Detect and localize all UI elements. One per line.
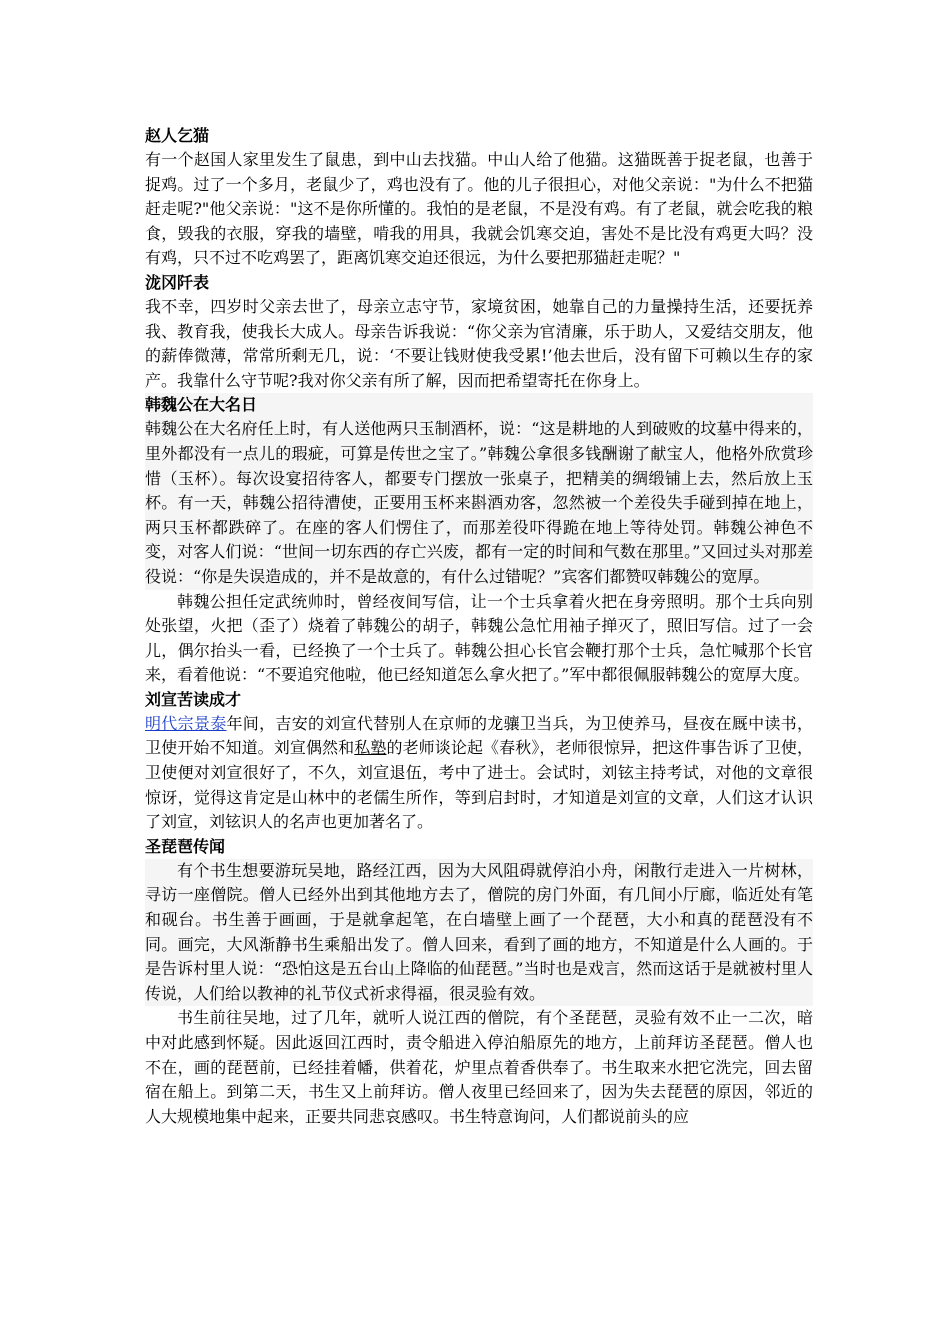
paragraph-text: 年间，吉安的刘宣代替别人在京师的龙骧卫当兵，为卫使养马，昼夜在厩中读书，卫使开始不知道。刘宣偶然和 — [145, 713, 813, 758]
section-title: 韩魏公在大名日 — [145, 395, 258, 415]
section-paragraph — [145, 712, 813, 835]
shaded-block — [145, 393, 813, 589]
section-title: 刘宣苦读成才 — [145, 689, 242, 709]
section-paragraph: 有一个赵国人家里发生了鼠患，到中山去找猫。中山人给了他猫。这猫既善于捉老鼠，也善于捉鸡。过了一个多月，老鼠少了，鸡也没有了。他的儿子很担心，对他父亲说："为什么不把猫赶走呢?"他父亲说："这不是你所懂的。我怕的是老鼠，不是没有鸡。有了老鼠，就会吃我的粮食，毁我的衣服，穿我的墙壁，啃我的用具，我就会饥寒交迫，害处不是比没有鸡更大吗？没有鸡，只不过不吃鸡罢了，距离饥寒交迫还很远，为什么要把那猫赶走呢？" — [145, 150, 813, 268]
paragraph-text: 的老师谈论起《春秋》，老师很惊异，把这件事告诉了卫使，卫使便对刘宣很好了，不久，刘宣退伍，考中了进士。会试时，刘铉主持考试，对他的文章很惊讶，觉得这肯定是山林中的老儒生所作，等到启封时，才知道是刘宣的文章，人们这才认识了刘宣，刘铉识人的名声也更加著名了。 — [145, 738, 813, 832]
section-paragraph: 韩魏公担任定武统帅时，曾经夜间写信，让一个士兵拿着火把在身旁照明。那个士兵向别处张望，火把（歪了）烧着了韩魏公的胡子，韩魏公急忙用袖子掸灭了，照旧写信。过了一会儿，偶尔抬头一看，已经换了一个士兵了。韩魏公担心长官会鞭打那个士兵，急忙喊那个长官来，看着他说：“不要追究他啦，他已经知道怎么拿火把了。”军中都很佩服韩魏公的宽厚大度。 — [145, 591, 813, 685]
section-title: 赵人乞猫 — [145, 126, 210, 145]
section-paragraph: 韩魏公在大名府任上时，有人送他两只玉制酒杯，说：“这是耕地的人到破败的坟墓中得来的，里外都没有一点儿的瑕疵，可算是传世之宝了。”韩魏公拿很多钱酬谢了献宝人，他格外欣赏珍惜（玉杯）。每次设宴招待客人，都要专门摆放一张桌子，把精美的绸缎铺上去，然后放上玉杯。有一天，韩魏公招待漕使，正要用玉杯来斟酒劝客，忽然被一个差役失手碰到掉在地上，两只玉杯都跌碎了。在座的客人们愣住了，而那差役吓得跪在地上等待处罚。韩魏公神色不变，对客人们说：“世间一切东西的存亡兴废，都有一定的时间和气数在那里。”又回过头对那差役说：“你是失误造成的，并不是故意的，有什么过错呢？”宾客们都赞叹韩魏公的宽厚。 — [145, 419, 813, 586]
section-title: 泷冈阡表 — [145, 272, 210, 292]
section-paragraph: 书生前往吴地，过了几年，就听人说江西的僧院，有个圣琵琶，灵验有效不止一二次，暗中对此感到怀疑。因此返回江西时，责令船进入停泊船原先的地方，上前拜访圣琵琶。僧人也不在，画的琵琶前，已经挂着幡，供着花，炉里点着香供奉了。书生取来水把它洗完，回去留宿在船上。到第二天，书生又上前拜访。僧人夜里已经回来了，因为失去琵琶的原因，邻近的人大规模地集中起来，正要共同悲哀感叹。书生特意询问，人们都说前头的应 — [145, 1008, 813, 1126]
section-title: 圣琵琶传闻 — [145, 836, 226, 856]
underlined-term: 私塾 — [354, 738, 387, 758]
section-paragraph: 有个书生想要游玩吴地，路经江西，因为大风阻碍就停泊小舟，闲散行走进入一片树林，寻访一座僧院。僧人已经外出到其他地方去了，僧院的房门外面，有几间小厅廊，临近处有笔和砚台。书生善于画画，于是就拿起笔，在白墙壁上画了一个琵琶，大小和真的琵琶没有不同。画完，大风渐静书生乘船出发了。僧人回来，看到了画的地方，不知道是什么人画的。于是告诉村里人说：“恐怕这是五台山上降临的仙琵琶。”当时也是戏言，然而这话于是就被村里人传说，人们给以教神的礼节仪式祈求得福，很灵验有效。 — [145, 859, 813, 1007]
section-paragraph: 我不幸，四岁时父亲去世了，母亲立志守节，家境贫困，她靠自己的力量操持生活，还要抚养我、教育我，使我长大成人。母亲告诉我说：“你父亲为官清廉，乐于助人，又爱结交朋友，他的薪俸微薄，常常所剩无几，说：‘不要让钱财使我受累!’他去世后，没有留下可赖以生存的家产。我靠什么守节呢?我对你父亲有所了解，因而把希望寄托在你身上。 — [145, 296, 813, 390]
inline-link[interactable]: 明代宗景泰 — [145, 713, 227, 733]
document-page — [145, 124, 813, 1129]
